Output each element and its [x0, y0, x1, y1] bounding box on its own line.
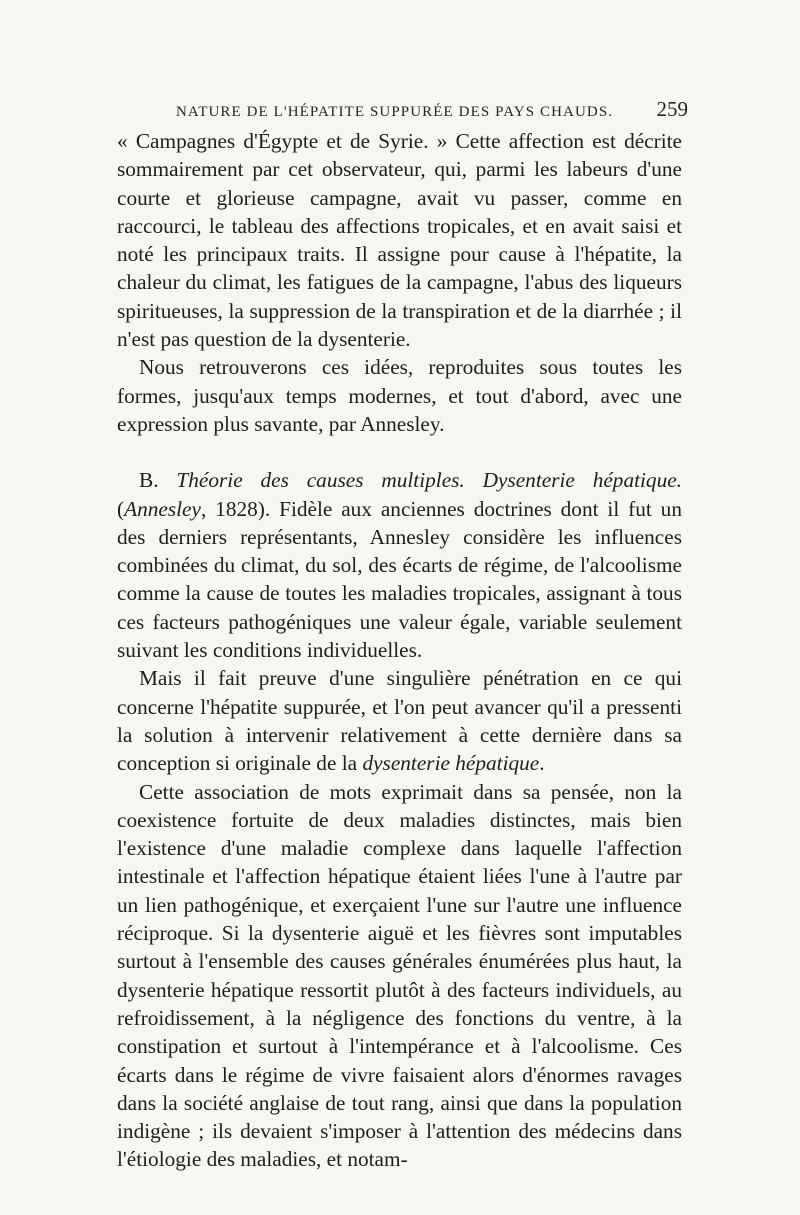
citation-author: Annesley: [124, 496, 201, 521]
paragraph-4-text: Mais il fait preuve d'une singulière pénétration en ce qui concerne l'hépatite suppurée, et l'on peut avancer qu'il a pressenti la solution à intervenir relativement à cette dernière dans sa conception si originale de la: [117, 666, 682, 776]
citation-open: (: [117, 496, 125, 521]
running-head: [176, 97, 688, 124]
section-b-paragraph: [117, 466, 682, 664]
section-heading: Théorie des causes multiples. Dysenterie hépatique.: [176, 468, 682, 493]
paragraph-4-end: .: [539, 751, 545, 776]
body-text: [117, 127, 682, 1172]
paragraph-4: [117, 664, 682, 777]
paragraph-4-emphasis: dysenterie hépatique: [362, 751, 540, 776]
paragraph-2: Nous retrouverons ces idées, reproduites sous toutes les formes, jusqu'aux temps modernes, et tout d'abord, avec une expression plus savante, par Annesley.: [117, 355, 682, 436]
paragraph-1: « Campagnes d'Égypte et de Syrie. » Cette affection est décrite sommairement par cet observateur, qui, parmi les labeurs d'une courte et glorieuse campagne, avait vu passer, comme en raccourci, le tableau des affections tropicales, et en avait saisi et noté les principaux traits. Il assigne pour cause à l'hépatite, la chaleur du climat, les fatigues de la campagne, l'abus des liqueurs spiritueuses, la suppression de la transpiration et de la diarrhée ; il n'est pas question de la dysenterie.: [117, 129, 682, 352]
paragraph-5: Cette association de mots exprimait dans sa pensée, non la coexistence fortuite de deux maladies distinctes, mais bien l'existence d'une maladie complexe dans laquelle l'affection intestinale et l'affection hépatique étaient liées l'une à l'autre par un lien pathogénique, et exerçaient l'une sur l'autre une influence réciproque. Si la dysenterie aiguë et les fièvres sont imputables surtout à l'ensemble des causes générales énumérées plus haut, la dysenterie hépatique ressortit plutôt à des facteurs individuels, au refroidissement, à la négligence des fonctions du ventre, à la constipation et surtout à l'intempérance et à l'alcoolisme. Ces écarts dans le régime de vivre faisaient alors d'énormes ravages dans la société anglaise de tout rang, ainsi que dans la population indigène ; ils devaient s'imposer à l'attention des médecins dans l'étiologie des maladies, et notam-: [117, 779, 682, 1172]
section-label: B.: [139, 468, 159, 493]
section-b-text: Fidèle aux anciennes doctrines dont il fut un des derniers représentants, Annesley considère les influences combinées du climat, du sol, des écarts de régime, de l'alcoolisme comme la cause de toutes les maladies tropicales, assignant à tous ces facteurs pathogéniques une valeur égale, variable seulement suivant les conditions individuelles.: [117, 496, 682, 663]
page-number: 259: [656, 97, 688, 121]
citation-year: , 1828).: [200, 496, 271, 521]
running-title: NATURE DE L'HÉPATITE SUPPURÉE DES PAYS CHAUDS.: [176, 104, 614, 120]
